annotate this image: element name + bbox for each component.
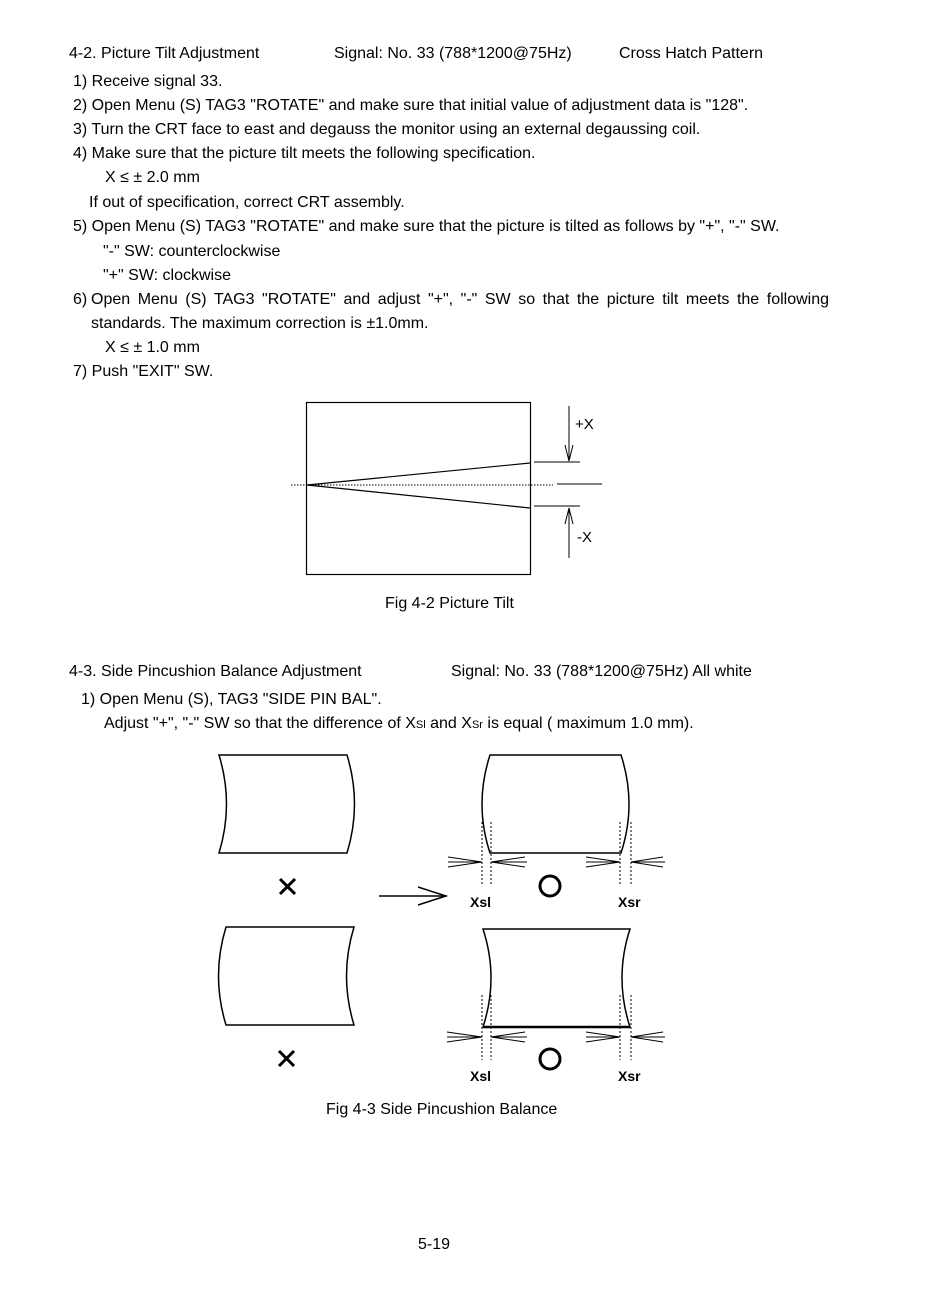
plus-x-label: +X [575, 416, 594, 433]
minus-x-label: -X [577, 529, 592, 546]
step-1: 1) Receive signal 33. [73, 73, 223, 90]
fig-43-caption: Fig 4-3 Side Pincushion Balance [326, 1101, 558, 1118]
step-2: 2) Open Menu (S) TAG3 "ROTATE" and make sure that initial value of adjustment data is "128". [73, 97, 749, 114]
pincushion-shape-correct [483, 929, 630, 1027]
transition-arrow-icon [379, 887, 446, 905]
correct-mark-icon [540, 876, 560, 896]
step-5-plus: "+" SW: clockwise [103, 267, 231, 284]
section-42-pattern: Cross Hatch Pattern [619, 45, 764, 62]
correct-mark-icon-2 [540, 1049, 560, 1069]
xsr-label-top: Xsr [618, 894, 641, 910]
section-42-signal: Signal: No. 33 (788*1200@75Hz) [334, 45, 572, 62]
section-43-step-1-detail: Adjust "+", "-" SW so that the difference of XSl and XSr is equal ( maximum 1.0 mm). [104, 715, 694, 732]
section-42-heading: 4-2. Picture Tilt Adjustment [69, 45, 260, 62]
section-43-signal: Signal: No. 33 (788*1200@75Hz) All white [451, 663, 752, 680]
fig-42-caption: Fig 4-2 Picture Tilt [385, 595, 514, 612]
step-6: Open Menu (S) TAG3 "ROTATE" and adjust "+", "-" SW so that the picture tilt meets the following standards. The maximum correction is ±1.0mm. [91, 291, 829, 332]
barrel-shape-incorrect-1 [219, 755, 355, 853]
barrel-shape-incorrect-2 [219, 927, 355, 1025]
step-4: 4) Make sure that the picture tilt meets the following specification. [73, 145, 536, 162]
page-number: 5-19 [418, 1236, 451, 1253]
step-4-note: If out of specification, correct CRT assembly. [89, 194, 405, 211]
step-5: 5) Open Menu (S) TAG3 "ROTATE" and make sure that the picture is tilted as follows by "+", "-" SW. [73, 218, 780, 235]
incorrect-mark-icon [280, 879, 295, 894]
barrel-shape-correct [482, 755, 629, 853]
section-43-step-1: 1) Open Menu (S), TAG3 "SIDE PIN BAL". [81, 691, 382, 708]
step-5-minus: "-" SW: counterclockwise [103, 243, 281, 260]
step-6-spec: X ≤ ± 1.0 mm [105, 339, 200, 356]
section-43-heading: 4-3. Side Pincushion Balance Adjustment [69, 663, 362, 680]
step-6-number: 6) [73, 291, 88, 308]
step-7: 7) Push "EXIT" SW. [73, 363, 214, 380]
xsr-label-bottom: Xsr [618, 1068, 641, 1084]
step-4-spec: X ≤ ± 2.0 mm [105, 169, 200, 186]
xsl-label-bottom: Xsl [470, 1068, 492, 1084]
incorrect-mark-icon-2 [279, 1051, 294, 1066]
step-3: 3) Turn the CRT face to east and degauss the monitor using an external degaussing coil. [73, 121, 701, 138]
xsl-label-top: Xsl [470, 894, 492, 910]
